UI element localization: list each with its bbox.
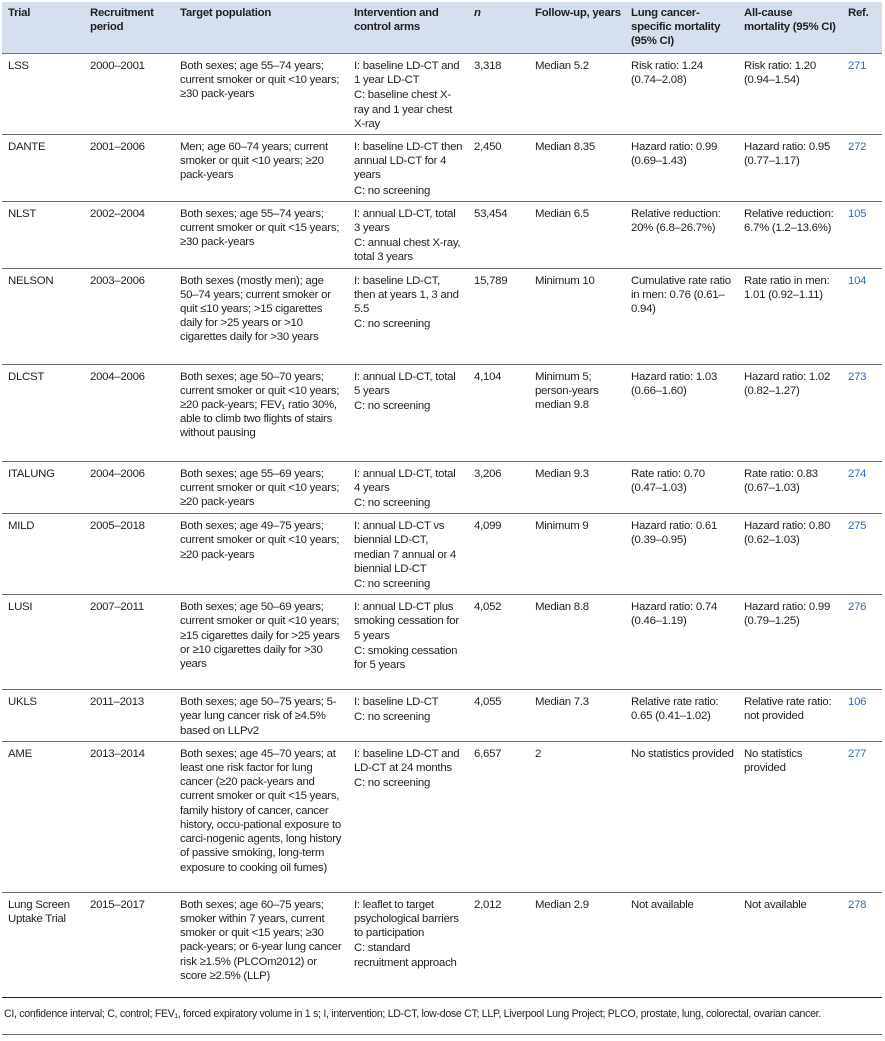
header-lung-mortality: Lung cancer-specific mortality (95% CI) — [625, 2, 738, 54]
intervention-arm: I: annual LD-CT, total 4 years — [354, 467, 456, 494]
ref-cell — [842, 690, 882, 742]
control-arm: C: no screening — [354, 184, 431, 197]
recruitment-period-cell: 2007–2011 — [90, 601, 144, 614]
table-row — [2, 135, 882, 202]
allcause-mortality-cell: Hazard ratio: 1.02 (0.82–1.27) — [744, 370, 831, 397]
header-recruitment: Recruitment period — [84, 2, 174, 54]
recruitment-period-cell: 2005–2018 — [90, 520, 145, 533]
n-cell: 4,104 — [474, 370, 502, 383]
allcause-mortality-cell: Not available — [744, 898, 807, 911]
intervention-arms-cell — [348, 201, 468, 268]
followup-cell: Minimum 9 — [535, 520, 589, 533]
header-row — [2, 2, 882, 54]
intervention-arms-cell — [348, 741, 468, 892]
n-cell: 2,012 — [474, 898, 502, 911]
control-arm: C: no screening — [354, 578, 431, 591]
recruitment-period-cell: 2004–2006 — [90, 467, 145, 480]
trial-cell: NELSON — [8, 274, 54, 287]
n-cell: 3,318 — [474, 60, 502, 72]
lung-mortality-cell: Relative rate ratio: 0.65 (0.41–1.02) — [631, 696, 719, 723]
trial-cell: DANTE — [8, 141, 46, 154]
followup-cell: Median 8.8 — [535, 601, 589, 614]
recruitment-period-cell: 2013–2014 — [90, 747, 145, 760]
target-population-cell: Both sexes; age 55–74 years; current smoker or quit <15 years; ≥30 pack-years — [180, 207, 340, 249]
ref-link[interactable]: 105 — [848, 207, 867, 220]
table-row — [2, 892, 882, 997]
intervention-arm: I: annual LD-CT, total 3 years — [354, 207, 456, 235]
ref-cell — [842, 201, 882, 268]
trial-cell: LUSI — [8, 601, 33, 614]
allcause-mortality-cell: Hazard ratio: 0.80 (0.62–1.03) — [744, 520, 831, 547]
control-arm: C: no screening — [354, 400, 431, 413]
table-row — [2, 54, 882, 135]
followup-cell: Median 9.3 — [535, 467, 589, 480]
ref-link[interactable]: 276 — [848, 601, 867, 614]
control-arm: C: no screening — [354, 318, 431, 331]
control-arm: C: annual chest X-ray, total 3 years — [354, 237, 461, 264]
n-cell: 4,055 — [474, 696, 502, 709]
recruitment-period-cell: 2002–2004 — [90, 207, 145, 220]
followup-cell: 2 — [535, 747, 542, 760]
header-n: n — [468, 2, 529, 54]
lung-mortality-cell: Not available — [631, 898, 694, 911]
control-arm: C: standard recruitment approach — [354, 942, 457, 969]
recruitment-period-cell: 2004–2006 — [90, 370, 145, 383]
ref-cell — [842, 595, 882, 690]
ref-cell — [842, 268, 882, 364]
table-footnote: CI, confidence interval; C, control; FEV₁, forced expiratory volume in 1 s; I, intervention; LD-CT, low-dose CT; LLP, Liverpool Lung Project; PLCO, prostate, lung, colorectal, ovarian cancer. — [4, 1008, 821, 1020]
trial-cell: AME — [8, 747, 32, 760]
ref-link[interactable]: 277 — [848, 747, 867, 760]
ref-cell — [842, 741, 882, 892]
ref-link[interactable]: 278 — [848, 898, 867, 911]
table-row — [2, 268, 882, 364]
trial-cell: LSS — [8, 60, 29, 72]
control-arm: C: smoking cessation for 5 years — [354, 644, 458, 672]
control-arm: C: no screening — [354, 497, 431, 510]
trial-cell: NLST — [8, 207, 37, 220]
ref-link[interactable]: 272 — [848, 141, 867, 154]
allcause-mortality-cell: Hazard ratio: 0.99 (0.79–1.25) — [744, 601, 831, 628]
followup-cell: Minimum 10 — [535, 274, 595, 287]
table-row — [2, 514, 882, 595]
target-population-cell: Both sexes (mostly men); age 50–74 years; current smoker or quit ≤10 years; >15 cigarettes daily for >25 years or >10 cigarettes daily for >30 years — [180, 274, 331, 344]
allcause-mortality-cell: Risk ratio: 1.20 (0.94–1.54) — [744, 60, 816, 87]
lung-mortality-cell: Hazard ratio: 0.99 (0.69–1.43) — [631, 141, 718, 168]
n-cell: 15,789 — [474, 274, 508, 287]
lung-mortality-cell: Relative reduction: 20% (6.8–26.7%) — [631, 207, 721, 235]
table-row — [2, 461, 882, 514]
target-population-cell: Both sexes; age 49–75 years; current smoker or quit <10 years; ≥20 pack-years — [180, 520, 340, 561]
header-ref: Ref. — [842, 2, 882, 54]
allcause-mortality-cell: Relative rate ratio: not provided — [744, 696, 832, 723]
intervention-arms-cell — [348, 514, 468, 595]
header-followup: Follow-up, years — [529, 2, 625, 54]
intervention-arm: I: annual LD-CT plus smoking cessation for 5 years — [354, 601, 459, 642]
table-row — [2, 690, 882, 742]
recruitment-period-cell: 2003–2006 — [90, 274, 145, 287]
intervention-arm: I: leaflet to target psychological barriers to participation — [354, 898, 459, 940]
followup-cell: Minimum 5; person-years median 9.8 — [535, 370, 599, 412]
target-population-cell: Men; age 60–74 years; current smoker or quit <10 years; ≥20 pack-years — [180, 141, 328, 182]
intervention-arms-cell — [348, 595, 468, 690]
target-population-cell: Both sexes; age 50–75 years; 5-year lung cancer risk of ≥4.5% based on LLPv2 — [180, 696, 337, 737]
recruitment-period-cell: 2001–2006 — [90, 141, 145, 154]
intervention-arms-cell — [348, 364, 468, 461]
n-cell: 3,206 — [474, 467, 502, 480]
lung-mortality-cell: Cumulative rate ratio in men: 0.76 (0.61–0.94) — [631, 274, 731, 316]
n-cell: 2,450 — [474, 141, 502, 154]
lung-mortality-cell: Hazard ratio: 0.61 (0.39–0.95) — [631, 520, 718, 547]
recruitment-period-cell: 2000–2001 — [90, 60, 145, 72]
ref-link[interactable]: 106 — [848, 696, 867, 709]
trial-cell: ITALUNG — [8, 467, 55, 480]
bottom-divider — [2, 1034, 882, 1035]
intervention-arms-cell — [348, 461, 468, 514]
header-intervention: Intervention and control arms — [348, 2, 468, 54]
target-population-cell: Both sexes; age 55–74 years; current smoker or quit <10 years; ≥30 pack-years — [180, 60, 340, 101]
control-arm: C: no screening — [354, 777, 431, 790]
intervention-arm: I: baseline LD-CT and 1 year LD-CT — [354, 60, 460, 87]
table-row — [2, 595, 882, 690]
lung-mortality-cell: Hazard ratio: 1.03 (0.66–1.60) — [631, 370, 718, 397]
ref-link[interactable]: 104 — [848, 274, 867, 287]
target-population-cell: Both sexes; age 55–69 years; current smoker or quit <10 years; ≥20 pack-years — [180, 467, 340, 509]
intervention-arm: I: baseline LD-CT and LD-CT at 24 months — [354, 747, 460, 775]
intervention-arms-cell — [348, 135, 468, 202]
allcause-mortality-cell: No statistics provided — [744, 747, 803, 775]
allcause-mortality-cell: Relative reduction: 6.7% (1.2–13.6%) — [744, 207, 834, 235]
allcause-mortality-cell: Hazard ratio: 0.95 (0.77–1.17) — [744, 141, 831, 168]
trials-table — [2, 2, 882, 998]
control-arm: C: no screening — [354, 711, 431, 724]
lung-mortality-cell: Rate ratio: 0.70 (0.47–1.03) — [631, 467, 705, 494]
ref-link[interactable]: 274 — [848, 467, 867, 480]
intervention-arms-cell — [348, 268, 468, 364]
recruitment-period-cell: 2011–2013 — [90, 696, 144, 709]
intervention-arm: I: baseline LD-CT — [354, 696, 439, 709]
header-allcause-mortality: All-cause mortality (95% CI) — [738, 2, 842, 54]
ref-cell — [842, 514, 882, 595]
n-cell: 4,052 — [474, 601, 502, 614]
ref-cell — [842, 54, 882, 135]
ref-link[interactable]: 273 — [848, 370, 867, 383]
allcause-mortality-cell: Rate ratio: 0.83 (0.67–1.03) — [744, 467, 818, 494]
n-cell: 4,099 — [474, 520, 502, 533]
ref-link[interactable]: 271 — [848, 60, 867, 72]
ref-cell — [842, 461, 882, 514]
followup-cell: Median 7.3 — [535, 696, 589, 709]
n-cell: 6,657 — [474, 747, 502, 760]
intervention-arm: I: annual LD-CT vs biennial LD-CT, median 7 annual or 4 biennial LD-CT — [354, 520, 457, 575]
lung-mortality-cell: Risk ratio: 1.24 (0.74–2.08) — [631, 60, 703, 87]
target-population-cell: Both sexes; age 50–70 years; current smoker or quit <10 years; ≥20 pack-years; FEV₁ ratio 30%, able to climb two flights of stairs without pausing — [180, 370, 340, 440]
trial-cell: Lung Screen Uptake Trial — [8, 898, 70, 926]
target-population-cell: Both sexes; age 60–75 years; smoker within 7 years, current smoker or quit <15 years; ≥30 pack-years; or 6-year lung cancer risk ≥1.5% (PLCOm2012) or score ≥2.5% (LLP) — [180, 898, 342, 982]
followup-cell: Median 8.35 — [535, 141, 595, 154]
trial-cell: MILD — [8, 520, 35, 533]
lung-mortality-cell: No statistics provided — [631, 747, 734, 760]
table-row — [2, 364, 882, 461]
followup-cell: Median 2.9 — [535, 898, 589, 911]
header-trial: Trial — [2, 2, 84, 54]
intervention-arms-cell — [348, 690, 468, 742]
intervention-arms-cell — [348, 54, 468, 135]
header-population: Target population — [174, 2, 348, 54]
table-row — [2, 201, 882, 268]
intervention-arm: I: baseline LD-CT, then at years 1, 3 and 5.5 — [354, 274, 459, 316]
trial-cell: DLCST — [8, 370, 45, 383]
followup-cell: Median 6.5 — [535, 207, 589, 220]
target-population-cell: Both sexes; age 50–69 years; current smoker or quit <10 years; ≥15 cigarettes daily for >25 years or ≥10 cigarettes daily for >30 years — [180, 601, 340, 671]
table-row — [2, 741, 882, 892]
target-population-cell: Both sexes; age 45–70 years; at least one risk factor for lung cancer (≥20 pack-years and current smoker or quit <15 years, family history of cancer, cancer history, occu-pational exposure to carci-nogenic agents, long history of passive smoking, long-term exposure to cooking oil fumes) — [180, 747, 342, 874]
recruitment-period-cell: 2015–2017 — [90, 898, 145, 911]
ref-cell — [842, 135, 882, 202]
ref-cell — [842, 892, 882, 997]
intervention-arm: I: baseline LD-CT then annual LD-CT for 4 years — [354, 141, 463, 182]
trial-cell: UKLS — [8, 696, 37, 709]
n-cell: 53,454 — [474, 207, 508, 220]
lung-mortality-cell: Hazard ratio: 0.74 (0.46–1.19) — [631, 601, 718, 628]
ref-cell — [842, 364, 882, 461]
control-arm: C: baseline chest X-ray and 1 year chest X-ray — [354, 89, 453, 130]
allcause-mortality-cell: Rate ratio in men: 1.01 (0.92–1.11) — [744, 274, 830, 301]
followup-cell: Median 5.2 — [535, 60, 589, 72]
intervention-arm: I: annual LD-CT, total 5 years — [354, 370, 456, 397]
ref-link[interactable]: 275 — [848, 520, 867, 533]
intervention-arms-cell — [348, 892, 468, 997]
